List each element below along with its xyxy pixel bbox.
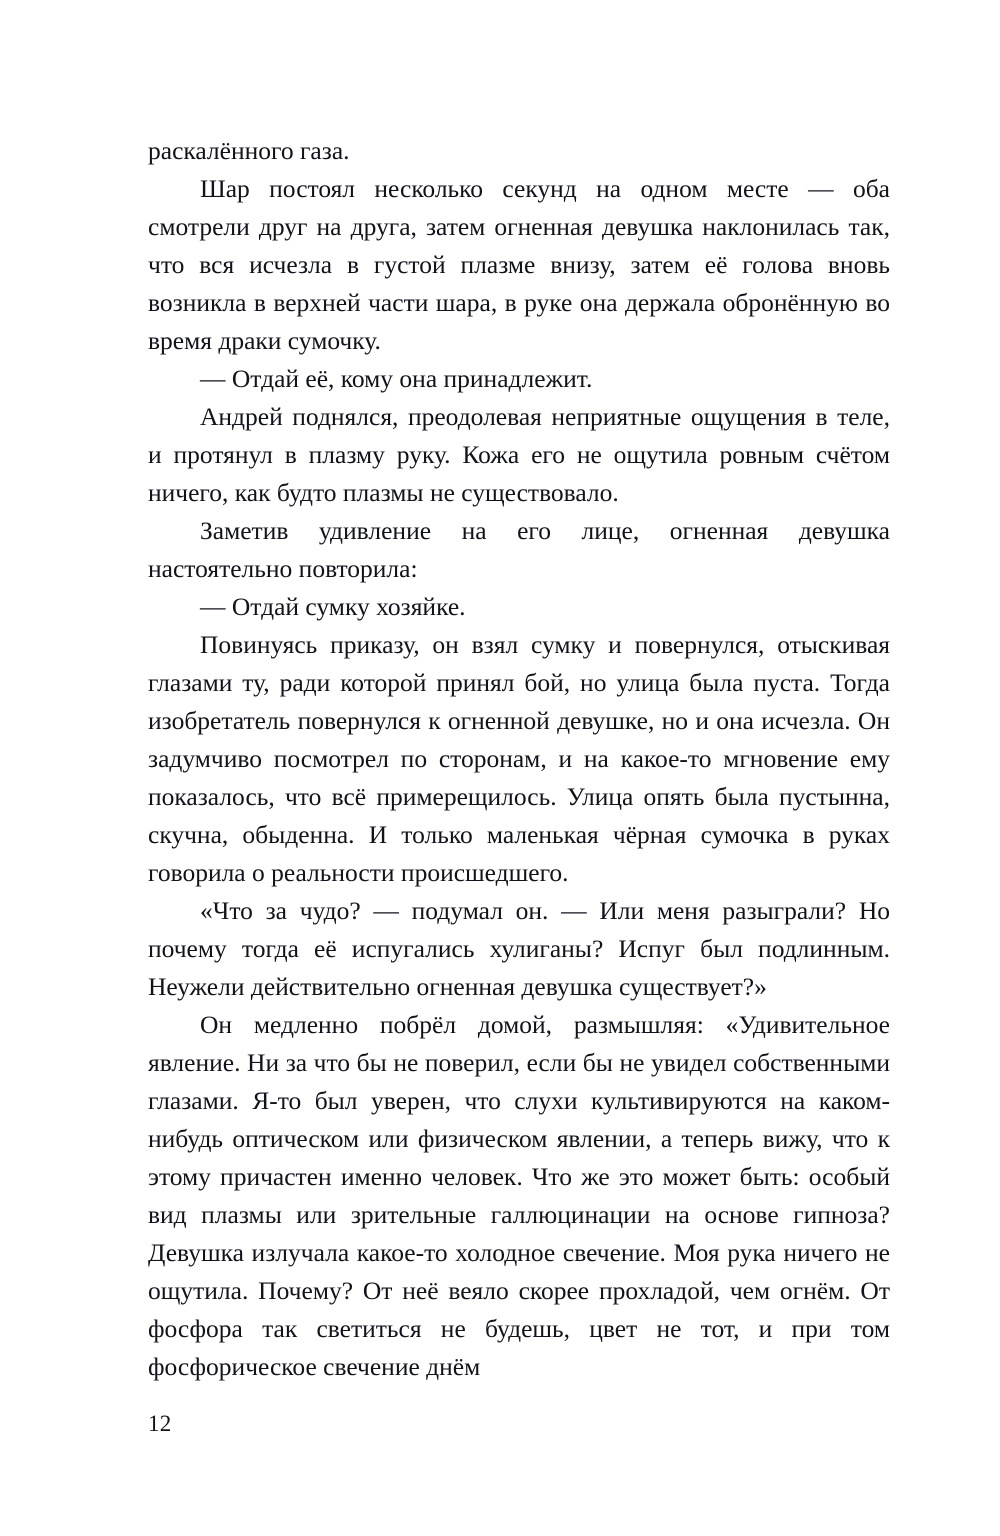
paragraph: Заметив удивление на его лице, огненная девушка настоятельно повторила:: [148, 516, 890, 583]
page-text-body: [148, 132, 890, 1386]
page-number: 12: [148, 1411, 172, 1436]
paragraph: Шар постоял несколько секунд на одном месте — оба смотрели друг на друга, затем огненная девушка наклонилась так, что вся исчезла в густой плазме внизу, затем её голова вновь возникла в верхней части шара, в руке она держала обронённую во время драки сумочку.: [148, 174, 890, 355]
paragraph-dialogue: — Отдай сумку хозяйке.: [200, 592, 466, 621]
paragraph-dialogue: — Отдай её, кому она принадлежит.: [200, 364, 593, 393]
paragraph: «Что за чудо? — подумал он. — Или меня разыграли? Но почему тогда её испугались хулиганы? Испуг был подлинным. Неужели действительно огненная девушка существует?»: [148, 896, 890, 1001]
paragraph: Он медленно побрёл домой, размышляя: «Удивительное явление. Ни за что бы не поверил, если бы не увидел собственными глазами. Я-то был уверен, что слухи культивируются на каком-нибудь оптическом или физическом явлении, а теперь вижу, что к этому причастен именно человек. Что же это может быть: особый вид плазмы или зрительные галлюцинации на основе гипноза? Девушка излучала какое-то холодное свечение. Моя рука ничего не ощутила. Почему? От неё веяло скорее прохладой, чем огнём. От фосфора так светиться не будешь, цвет не тот, и при том фосфорическое свечение днём: [148, 1010, 890, 1381]
paragraph: Андрей поднялся, преодолевая неприятные ощущения в теле, и протянул в плазму руку. Кожа его не ощутила ровным счётом ничего, как будто плазмы не существовало.: [148, 402, 890, 507]
paragraph: Повинуясь приказу, он взял сумку и повернулся, отыскивая глазами ту, ради которой принял бой, но улица была пуста. Тогда изобретатель повернулся к огненной девушке, но и она исчезла. Он задумчиво посмотрел по сторонам, и на какое-то мгновение ему показалось, что всё примерещилось. Улица опять была пустынна, скучна, обыденна. И только маленькая чёрная сумочка в руках говорила о реальности происшедшего.: [148, 630, 890, 887]
paragraph-continuation: раскалённого газа.: [148, 136, 350, 165]
